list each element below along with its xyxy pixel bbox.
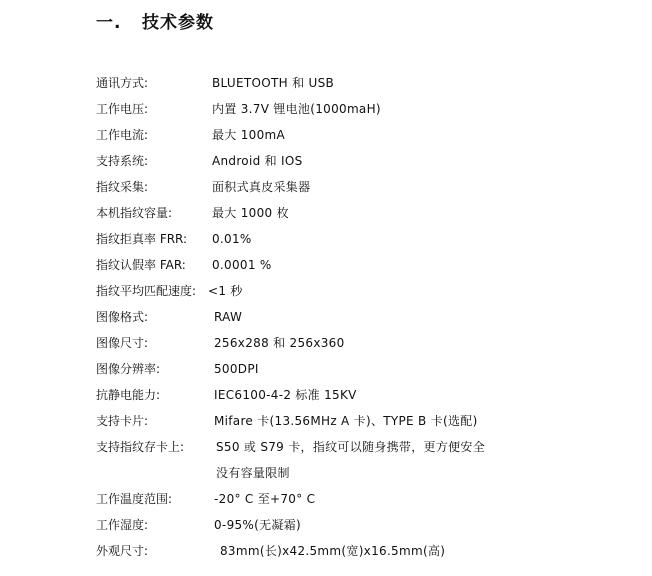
spec-row-current [96,126,636,152]
spec-row-card-storage-cont [96,464,636,490]
spec-value: IEC6100-4-2 标准 15KV [214,388,357,402]
spec-value: 500DPI [214,362,259,376]
spec-row-resolution [96,360,636,386]
section-number: 一. [96,13,122,33]
spec-value: 0.0001 % [212,258,272,272]
spec-label: 外观尺寸: [96,544,149,558]
spec-row-voltage [96,100,636,126]
spec-value: 没有容量限制 [216,466,290,480]
spec-value: S50 或 S79 卡，指纹可以随身携带，更方便安全 [216,440,486,454]
spec-label: 指纹采集: [96,180,149,194]
spec-label: 指纹拒真率 FRR: [96,232,188,246]
spec-label: 支持指纹存卡上: [96,440,185,454]
spec-label: 支持系统: [96,154,149,168]
spec-label: 指纹平均匹配速度: [96,284,197,298]
spec-label: 工作电流: [96,128,149,142]
spec-label: 抗静电能力: [96,388,161,402]
spec-row-card-storage [96,438,636,464]
section-heading [96,8,214,33]
spec-value: 256x288 和 256x360 [214,336,345,350]
spec-row-far [96,256,636,282]
spec-list [96,74,636,568]
spec-label: 工作电压: [96,102,149,116]
spec-row-humidity [96,516,636,542]
spec-value: 面积式真皮采集器 [212,180,311,194]
spec-value: 最大 100mA [212,128,286,142]
spec-value: -20° C 至+70° C [214,492,316,506]
spec-label: 图像尺寸: [96,336,149,350]
spec-label: 图像分辨率: [96,362,161,376]
spec-row-capacity [96,204,636,230]
spec-row-sensor [96,178,636,204]
spec-row-image-format [96,308,636,334]
spec-row-match-speed [96,282,636,308]
spec-value: 最大 1000 枚 [212,206,289,220]
spec-row-communication [96,74,636,100]
spec-label: 通讯方式: [96,76,149,90]
spec-value: Android 和 IOS [212,154,303,168]
spec-row-os [96,152,636,178]
spec-label: 指纹认假率 FAR: [96,258,186,272]
spec-row-temperature [96,490,636,516]
spec-label: 工作湿度: [96,518,149,532]
spec-label: 本机指纹容量: [96,206,173,220]
spec-value: <1 秒 [208,284,243,298]
spec-value: Mifare 卡(13.56MHz A 卡)、TYPE B 卡(选配) [214,414,478,428]
spec-row-image-size [96,334,636,360]
spec-value: BLUETOOTH 和 USB [212,76,335,90]
spec-value: 0.01% [212,232,252,246]
spec-row-dimensions [96,542,636,568]
spec-row-frr [96,230,636,256]
spec-row-esd [96,386,636,412]
spec-label: 图像格式: [96,310,149,324]
spec-label: 支持卡片: [96,414,149,428]
section-title: 技术参数 [142,13,214,33]
spec-value: 内置 3.7V 锂电池(1000maH) [212,102,381,116]
spec-value: 83mm(长)x42.5mm(宽)x16.5mm(高) [220,544,446,558]
spec-label: 工作温度范围: [96,492,173,506]
spec-value: 0-95%(无凝霜) [214,518,302,532]
spec-value: RAW [214,310,243,324]
spec-row-cards [96,412,636,438]
